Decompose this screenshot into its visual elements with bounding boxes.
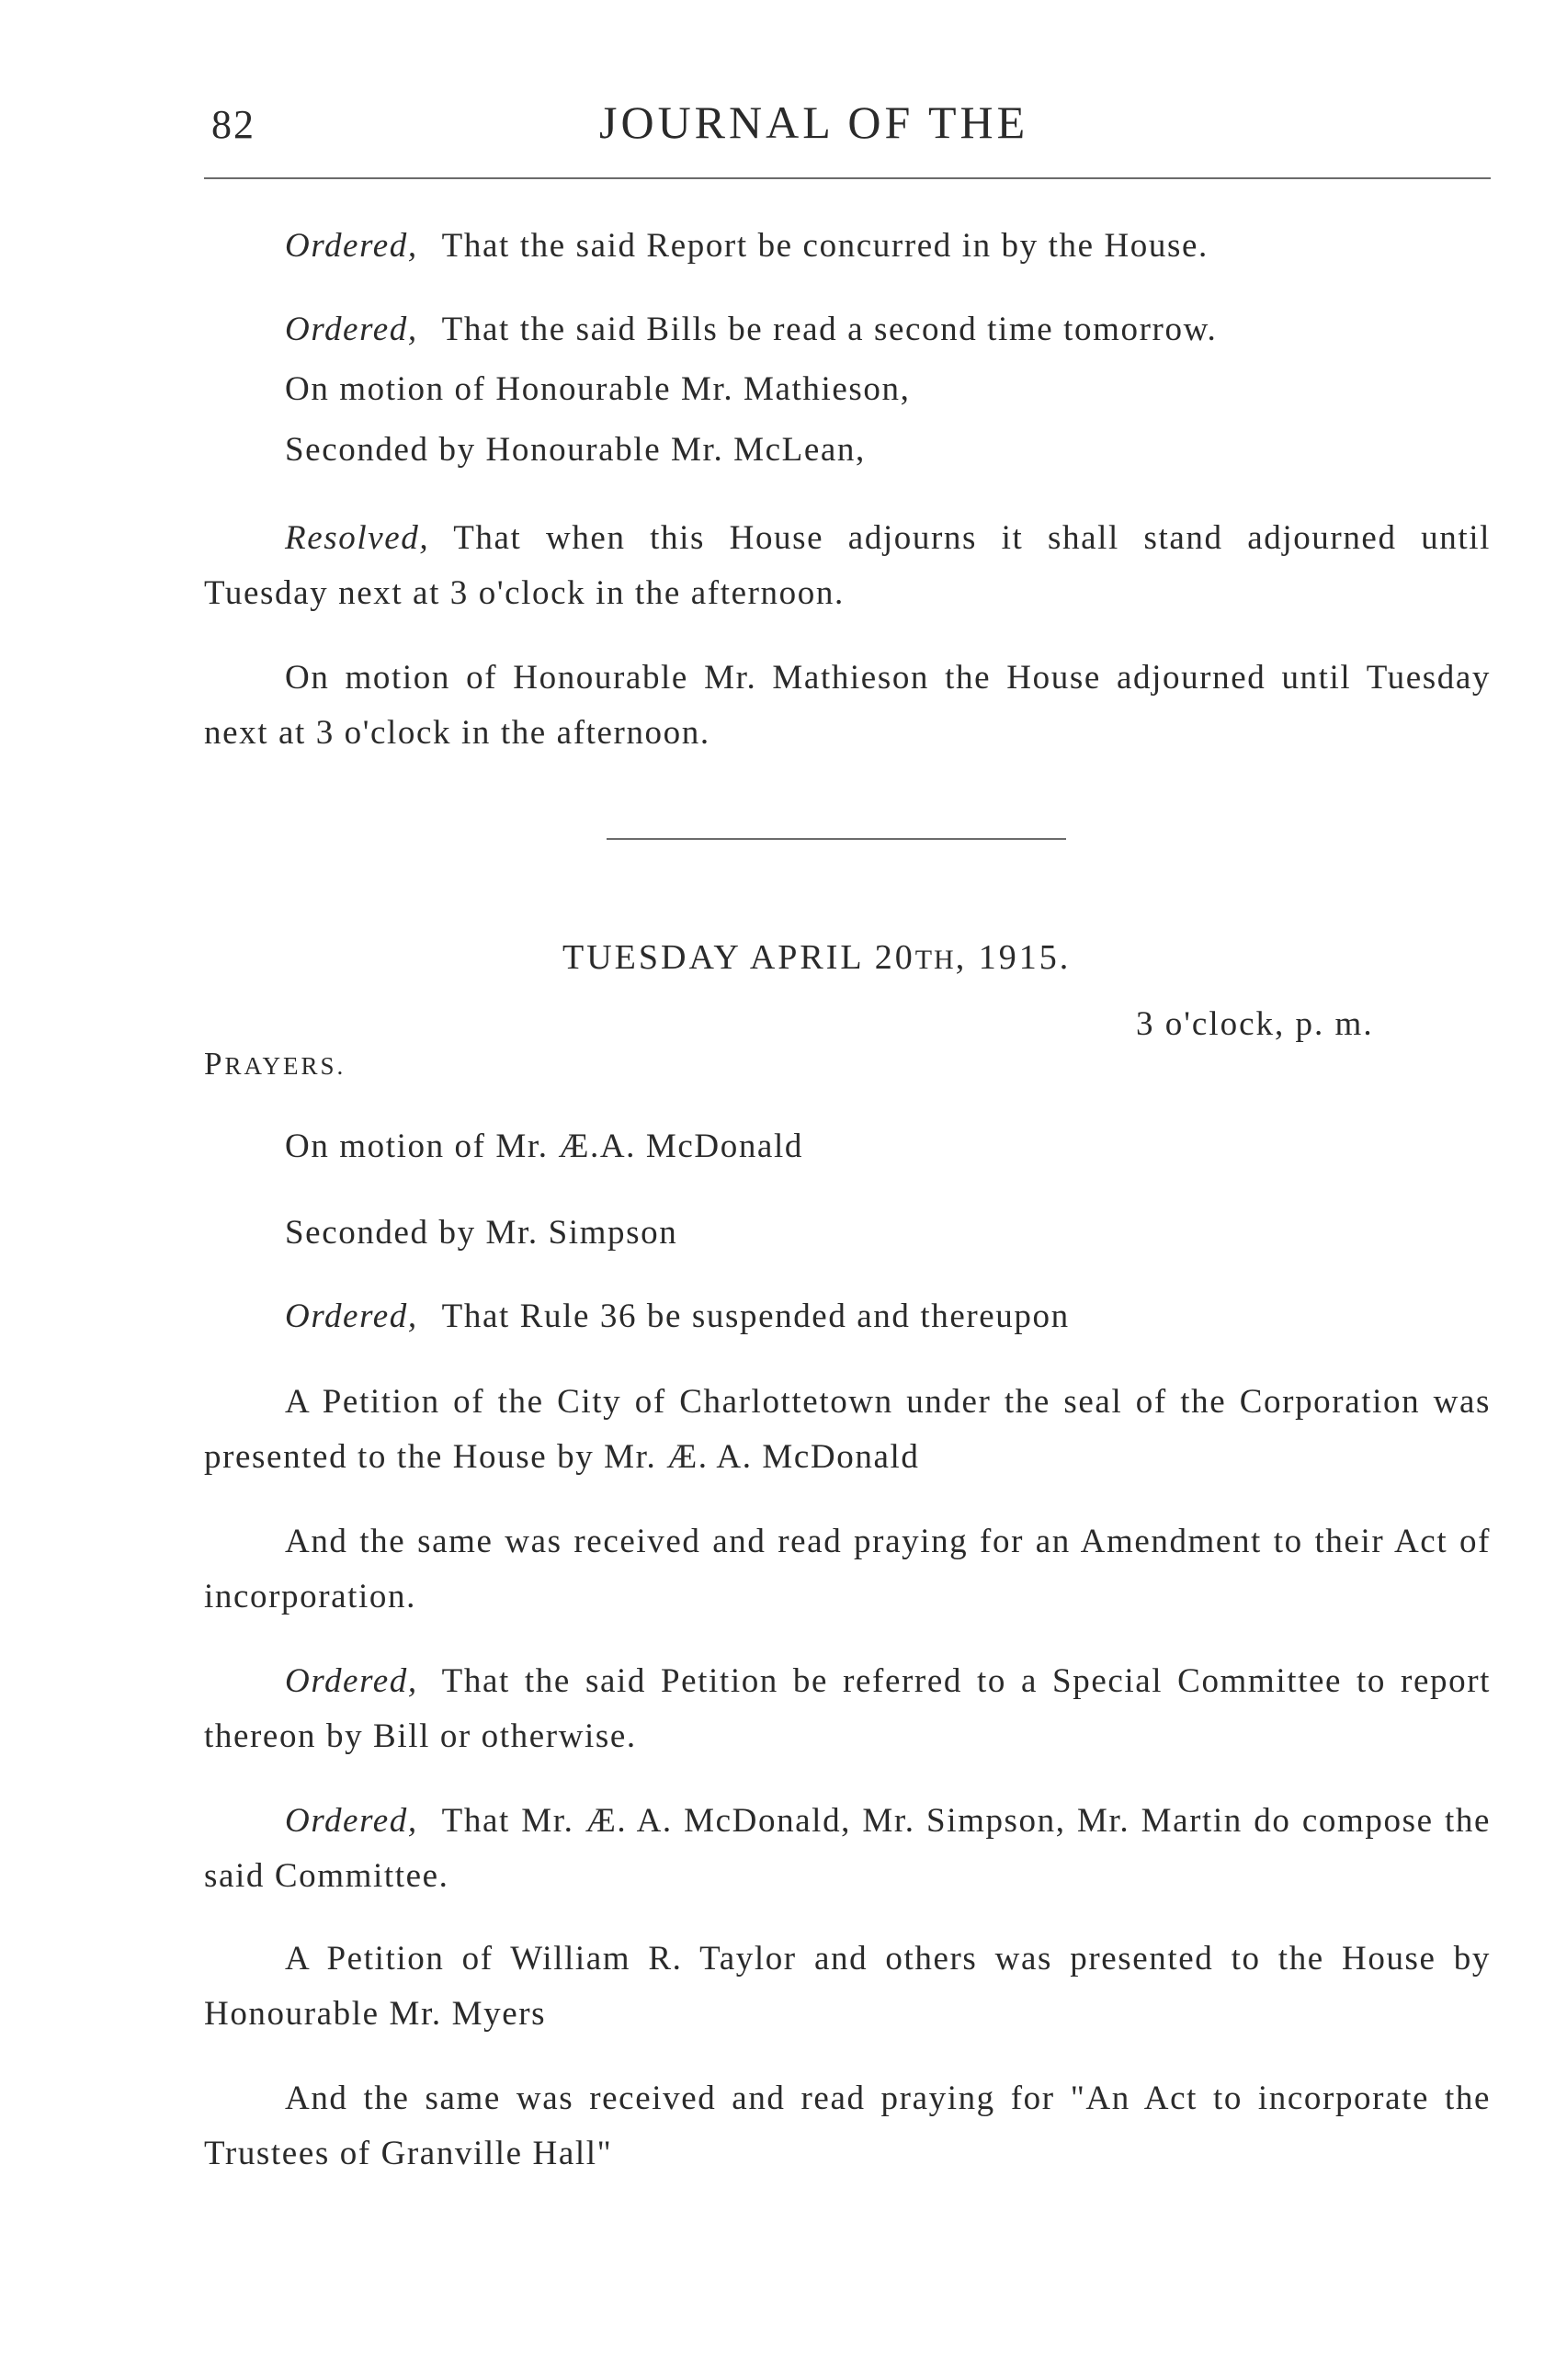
paragraph-text: On motion of Mr. Æ.A. McDonald bbox=[285, 1128, 803, 1165]
paragraph-label: Ordered, bbox=[285, 227, 418, 265]
paragraph-text: That Rule 36 be suspended and thereupon bbox=[441, 1298, 1070, 1335]
paragraph-ordered-bills bbox=[285, 302, 1217, 357]
paragraph-text: That the said Report be concurred in by the House. bbox=[441, 227, 1209, 265]
page-number: 82 bbox=[211, 102, 255, 147]
paragraph-label: Resolved, bbox=[285, 519, 430, 557]
paragraph-text: And the same was received and read praying for "An Act to incorporate the Trustees of Granville Hall" bbox=[204, 2080, 1491, 2172]
paragraph-text: Seconded by Mr. Simpson bbox=[285, 1214, 678, 1252]
paragraph-granville-hall bbox=[204, 2071, 1491, 2182]
paragraph-seconded-simpson bbox=[285, 1206, 677, 1261]
paragraph-ordered-committee bbox=[204, 1654, 1491, 1764]
paragraph-petition-city bbox=[204, 1375, 1491, 1485]
paragraph-text: On motion of Honourable Mr. Mathieson the House adjourned until Tuesday next at 3 o'clock in the afternoon. bbox=[204, 659, 1491, 752]
paragraph-label: Ordered, bbox=[285, 1298, 418, 1335]
paragraph-resolved bbox=[204, 511, 1491, 621]
paragraph-ordered-rule bbox=[285, 1289, 1070, 1344]
paragraph-adjourned bbox=[204, 651, 1491, 761]
paragraph-text: Seconded by Honourable Mr. McLean, bbox=[285, 431, 866, 469]
paragraph-text: That the said Petition be referred to a Special Committee to report thereon by Bill or otherwise. bbox=[204, 1662, 1491, 1755]
session-time: 3 o'clock, p. m. bbox=[1136, 1005, 1374, 1043]
paragraph-text: A Petition of William R. Taylor and others was presented to the House by Honourable Mr. Myers bbox=[204, 1940, 1491, 2033]
paragraph-text: A Petition of the City of Charlottetown under the seal of the Corporation was presented to the House by Mr. Æ. A. McDonald bbox=[204, 1383, 1491, 1476]
paragraph-label: Ordered, bbox=[285, 1662, 418, 1700]
paragraph-received-amendment bbox=[204, 1514, 1491, 1625]
paragraph-motion bbox=[285, 362, 910, 417]
section-separator bbox=[607, 838, 1066, 840]
header-rule bbox=[204, 177, 1491, 179]
paragraph-ordered-report bbox=[285, 219, 1209, 274]
paragraph-text: And the same was received and read praying for an Amendment to their Act of incorporation. bbox=[204, 1523, 1491, 1615]
paragraph-text: That the said Bills be read a second time tomorrow. bbox=[441, 311, 1218, 348]
paragraph-seconded bbox=[285, 423, 866, 478]
paragraph-ordered-members bbox=[204, 1794, 1491, 1904]
paragraph-motion-mcdonald bbox=[285, 1119, 803, 1174]
running-title: JOURNAL OF THE bbox=[599, 96, 1029, 148]
paragraph-text: On motion of Honourable Mr. Mathieson, bbox=[285, 370, 911, 408]
prayers-heading: PRAYERS. bbox=[204, 1046, 346, 1082]
paragraph-label: Ordered, bbox=[285, 1802, 418, 1840]
page-header bbox=[204, 90, 1491, 154]
paragraph-label: Ordered, bbox=[285, 311, 418, 348]
paragraph-petition-taylor bbox=[204, 1932, 1491, 2042]
paragraph-text: That when this House adjourns it shall stand adjourned until Tuesday next at 3 o'clock in the afternoon. bbox=[204, 519, 1491, 612]
paragraph-text: That Mr. Æ. A. McDonald, Mr. Simpson, Mr. Martin do compose the said Committee. bbox=[204, 1802, 1491, 1895]
session-date: TUESDAY APRIL 20TH, 1915. bbox=[562, 938, 1072, 977]
